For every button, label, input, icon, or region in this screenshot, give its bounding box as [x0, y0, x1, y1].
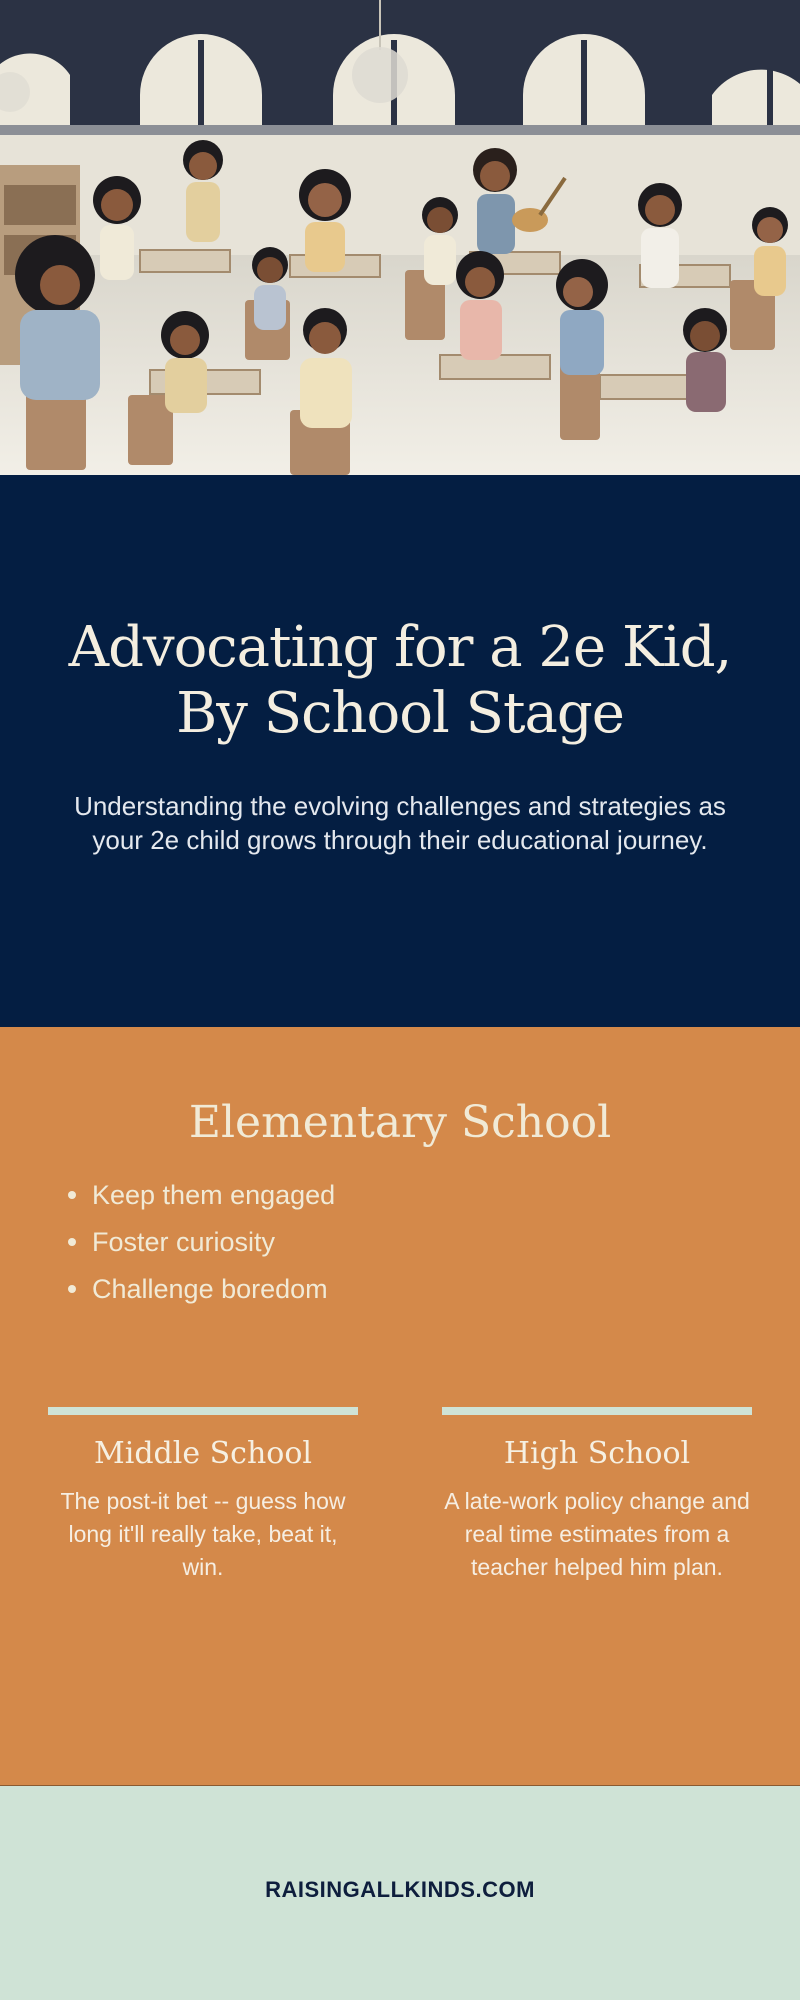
bullet-icon	[68, 1285, 76, 1293]
list-item	[62, 1179, 335, 1226]
page-title: Advocating for a 2e Kid, By School Stage	[68, 615, 732, 746]
bullet-icon	[68, 1191, 76, 1199]
hero-classroom-illustration	[0, 0, 800, 475]
elementary-school-list	[62, 1179, 335, 1320]
middle-school-text: The post-it bet -- guess how long it'll really take, beat it, win.	[60, 1488, 346, 1580]
card-divider	[48, 1407, 358, 1415]
middle-school-heading: Middle School	[94, 1436, 312, 1471]
footer	[0, 1786, 800, 2000]
list-item	[62, 1273, 335, 1320]
header-section	[0, 475, 800, 1027]
card-divider	[442, 1407, 752, 1415]
high-school-card	[442, 1407, 752, 1584]
school-stages-section	[0, 1027, 800, 1786]
high-school-text: A late-work policy change and real time estimates from a teacher helped him plan.	[444, 1488, 750, 1580]
list-item-text: Challenge boredom	[92, 1274, 328, 1304]
list-item	[62, 1226, 335, 1273]
middle-school-card	[48, 1407, 358, 1584]
list-item-text: Keep them engaged	[92, 1180, 336, 1210]
high-school-heading: High School	[503, 1436, 691, 1471]
website-link[interactable]: RAISINGALLKINDS.COM	[265, 1877, 535, 1902]
page-subtitle: Understanding the evolving challenges and strategies as your 2e child grows through their educational journey.	[74, 791, 726, 855]
elementary-school-heading: Elementary School	[188, 1097, 612, 1148]
bullet-icon	[68, 1238, 76, 1246]
list-item-text: Foster curiosity	[92, 1227, 276, 1257]
